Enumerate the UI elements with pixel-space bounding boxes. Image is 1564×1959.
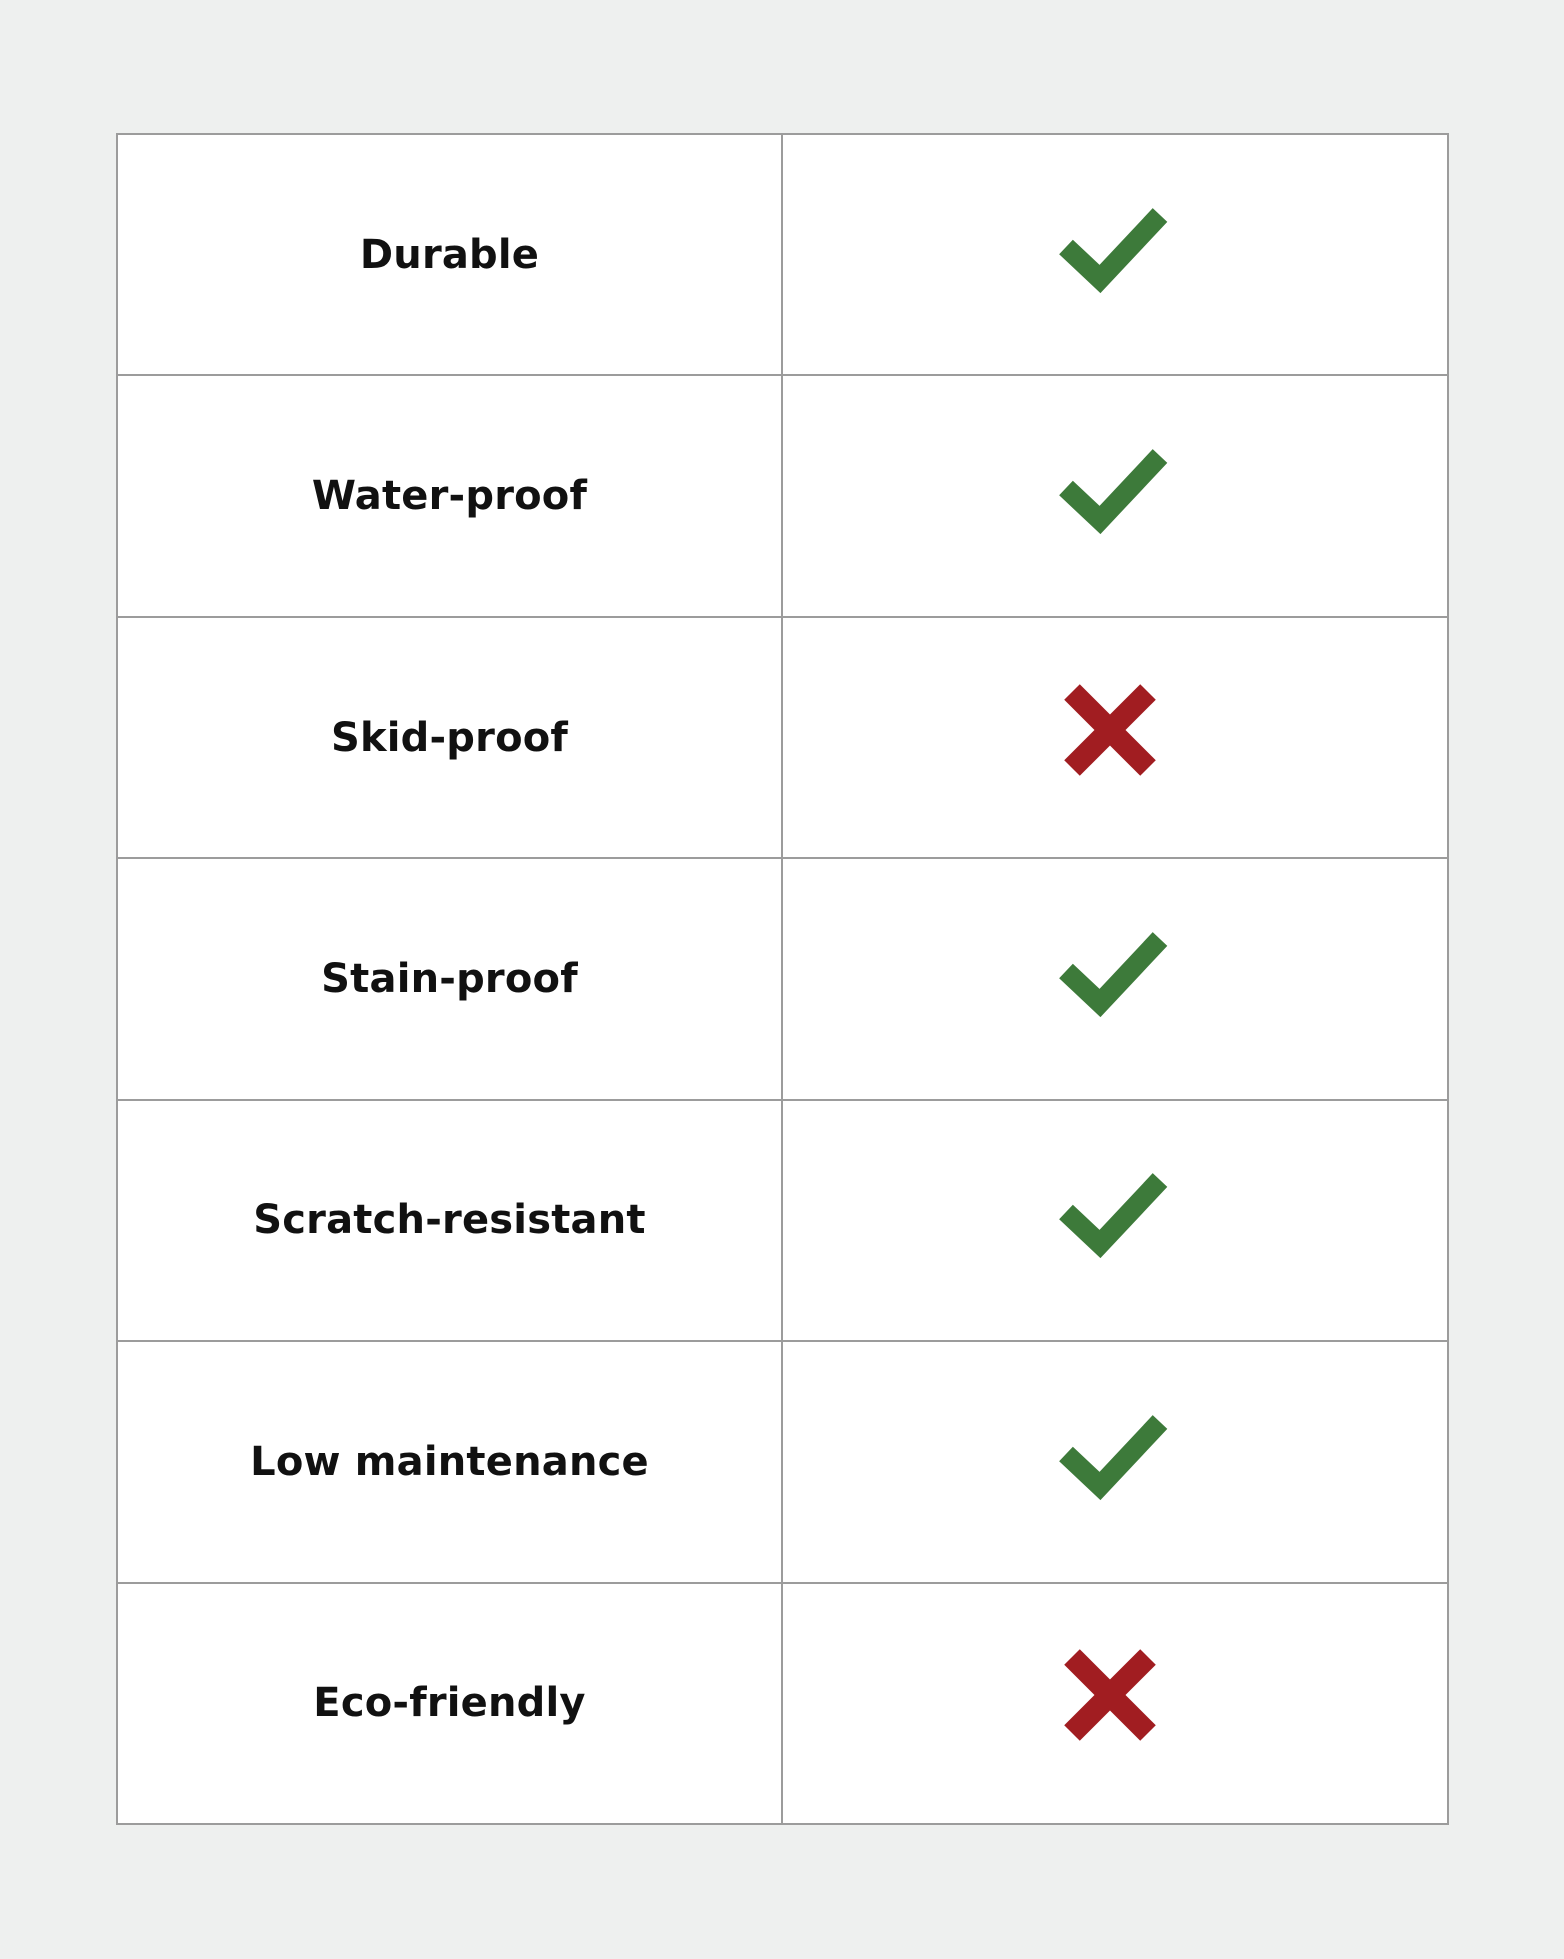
- check-icon: [1058, 436, 1168, 536]
- check-icon: [1058, 1160, 1168, 1260]
- check-mark-stroke: [1066, 1180, 1160, 1244]
- feature-cell: [118, 1101, 783, 1340]
- status-cell: [783, 1584, 1447, 1823]
- status-cell: [783, 1342, 1447, 1581]
- feature-cell: [118, 1342, 783, 1581]
- feature-cell: [118, 135, 783, 374]
- table-row: [118, 1101, 1447, 1342]
- feature-label: Low maintenance: [250, 1438, 649, 1485]
- status-cell: [783, 859, 1447, 1098]
- cross-icon: [1058, 678, 1168, 778]
- status-cell: [783, 1101, 1447, 1340]
- feature-cell: [118, 859, 783, 1098]
- table-row: [118, 376, 1447, 617]
- status-cell: [783, 618, 1447, 857]
- check-mark-stroke: [1066, 939, 1160, 1003]
- status-cell: [783, 135, 1447, 374]
- table-row: [118, 135, 1447, 376]
- feature-label: Durable: [359, 231, 540, 278]
- feature-cell: [118, 376, 783, 615]
- table-row: [118, 859, 1447, 1100]
- status-cell: [783, 376, 1447, 615]
- feature-cell: [118, 618, 783, 857]
- check-mark-stroke: [1066, 1422, 1160, 1486]
- feature-cell: [118, 1584, 783, 1823]
- table-row: [118, 618, 1447, 859]
- feature-label: Scratch-resistant: [253, 1197, 646, 1244]
- table-row: [118, 1342, 1447, 1583]
- cross-icon: [1058, 1643, 1168, 1743]
- feature-label: Eco-friendly: [313, 1680, 586, 1727]
- features-table: [116, 133, 1449, 1825]
- check-mark-stroke: [1066, 456, 1160, 520]
- feature-label: Water-proof: [311, 473, 588, 520]
- check-icon: [1058, 195, 1168, 295]
- feature-label: Stain-proof: [321, 955, 578, 1002]
- table-row: [118, 1584, 1447, 1823]
- check-mark-stroke: [1066, 215, 1160, 279]
- feature-label: Skid-proof: [330, 714, 569, 761]
- check-icon: [1058, 919, 1168, 1019]
- check-icon: [1058, 1402, 1168, 1502]
